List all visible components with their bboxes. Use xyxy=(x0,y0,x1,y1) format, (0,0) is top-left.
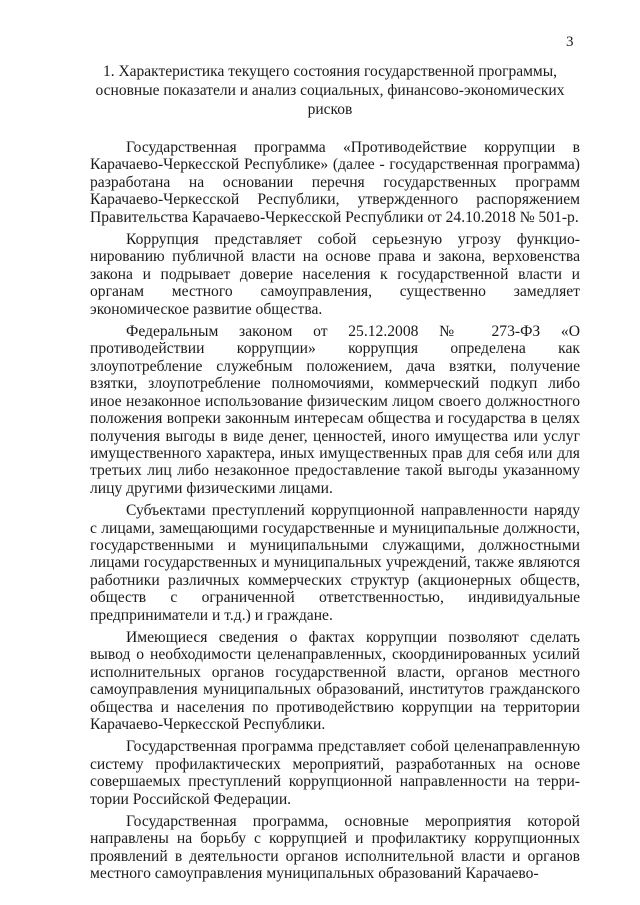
section-heading: 1. Характеристика текущего состояния государственной программы, основные показатели и анализ социальных, финансово-экономических рисков xyxy=(95,63,565,118)
paragraph-program-measures: Государственная программа, основные мероприятия которой направлены на борьбу с коррупцией и профилактику коррупционных проявлений в деятельности органов исполнительной власти и органов местного самоуправления муниципальных образований Карачаево- xyxy=(90,813,580,883)
paragraph-preventive-system: Государственная программа представляет собой целенаправленную систему профилактических мероприятий, разработанных на основе совершаемых преступлений коррупционной направленности на территории Российской Федерации. xyxy=(90,738,580,808)
page-number: 3 xyxy=(566,34,574,50)
paragraph-subjects-of-crimes: Субъектами преступлений коррупционной направленности наряду с лицами, замещающими государственные и муниципальные должности, государственными и муниципальными служащими, должностными лицами государственных и муниципальных учреждений, также являются работники различных коммерческих структур (акционерных обществ, обществ с ограниченной ответственностью, индивидуальные предприниматели и т.д.) и граждане. xyxy=(90,502,580,624)
paragraph-federal-law-definition: Федеральным законом от 25.12.2008 № 273-ФЗ «О противодействии коррупции» коррупция определена как злоупотребление служебным положением, дача взятки, получение взятки, злоупотребление полномочиями, коммерческий подкуп либо иное незаконное использование физическим лицом своего должностного положения вопреки законным интересам общества и государства в целях получения выгоды в виде денег, ценностей, иного имущества или услуг имущественного характера, иных имущественных прав для себя или для третьих лиц либо незаконное предоставление такой выгоды указанному лицу другими физическими лицами. xyxy=(90,323,580,497)
paragraph-program-basis: Государственная программа «Противодействие коррупции в Карачаево-Черкесской Республике» (далее - государственная программа) разработана на основании перечня государственных программ Карачаево-Черкесской Республики, утвержденного распоряжением Правительства Карачаево-Черкесской Республики от 24.10.2018 № 501-р. xyxy=(90,139,580,226)
paragraph-corruption-threat: Коррупция представляет собой серьезную угрозу функционированию публичной власти на основе права и закона, верховенства закона и подрывает доверие населения к государственной власти и органам местного самоуправления, существенно замедляет экономическое развитие общества. xyxy=(90,231,580,318)
paragraph-coordinated-efforts: Имеющиеся сведения о фактах коррупции позволяют сделать вывод о необходимости целенаправленных, скоординированных усилий исполнительных органов государственной власти, органов местного самоуправления муниципальных образований, институтов гражданского общества и населения по противодействию коррупции на территории Карачаево-Черкесской Республики. xyxy=(90,628,580,733)
document-body xyxy=(90,139,580,883)
